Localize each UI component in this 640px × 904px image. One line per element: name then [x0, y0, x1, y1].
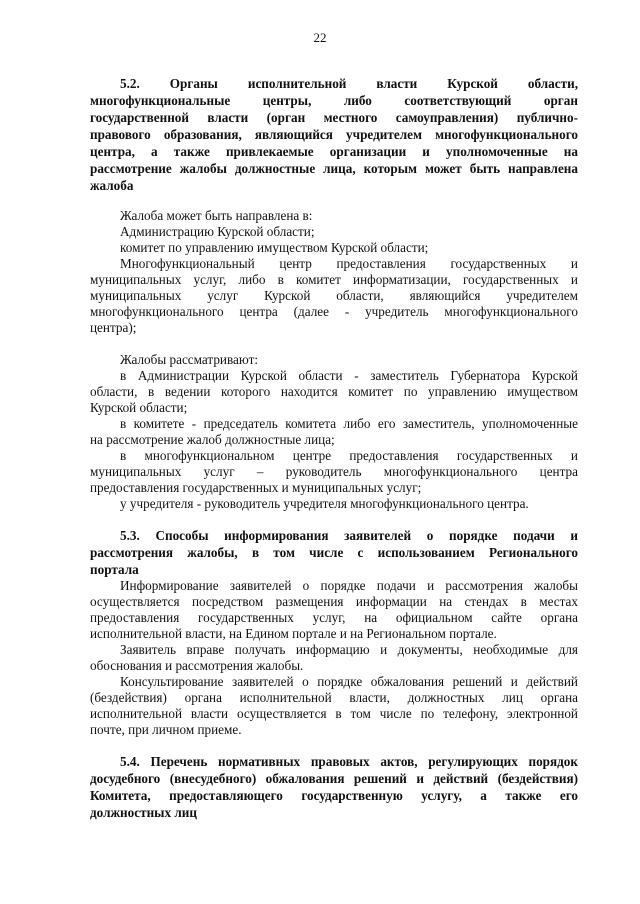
page-number: 22	[313, 30, 327, 45]
paragraph-line: на рассмотрение жалоб должностные лица;	[90, 432, 335, 447]
section-heading-line: правового образования, являющийся учредителем многофункционального	[90, 127, 578, 142]
paragraph-line: в многофункциональном центре предоставления государственных и	[120, 448, 578, 463]
paragraph-line: центра);	[90, 320, 137, 335]
paragraph-line: в Администрации Курской области - заместитель Губернатора Курской	[120, 368, 578, 383]
section-heading-line: 5.2. Органы исполнительной власти Курской области,	[120, 76, 578, 91]
paragraph-line: предоставления государственных и муниципальных услуг;	[90, 480, 422, 495]
paragraph-line: (бездействия) органа исполнительной власти, должностных лиц органа	[90, 690, 578, 705]
section-heading-line: государственной власти (орган местного самоуправления) публично-	[90, 110, 578, 125]
section-heading-line: центра, а также привлекаемые организации и уполномоченные на	[90, 144, 578, 159]
paragraph-line: предоставления государственных услуг, на официальном сайте органа	[90, 610, 578, 625]
paragraph-line: муниципальных услуг – руководитель многофункционального центра	[90, 464, 578, 479]
paragraph-line: муниципальных услуг, либо в комитет информатизации, государственных и	[90, 272, 578, 287]
section-heading-line: должностных лиц	[90, 805, 197, 820]
section-heading-line: жалоба	[90, 178, 134, 193]
paragraph-line: исполнительной власти осуществляется в том числе по телефону, электронной	[90, 706, 578, 721]
paragraph-line: комитет по управлению имуществом Курской области;	[120, 240, 429, 255]
paragraph-line: Жалоба может быть направлена в:	[120, 208, 313, 223]
paragraph-line: осуществляется посредством размещения информации на стендах в местах	[90, 594, 578, 609]
paragraph-line: Жалобы рассматривают:	[120, 352, 259, 367]
section-heading-line: досудебного (внесудебного) обжалования решений и действий (бездействия)	[90, 771, 578, 786]
section-heading-line: Комитета, предоставляющего государственную услугу, а также его	[90, 788, 578, 803]
paragraph-line: обоснования и рассмотрения жалобы.	[90, 658, 304, 673]
paragraph-line: у учредителя - руководитель учредителя многофункционального центра.	[120, 496, 529, 511]
section-heading-line: рассмотрения жалобы, в том числе с использованием Регионального	[90, 545, 578, 560]
paragraph-line: Администрацию Курской области;	[120, 224, 315, 239]
paragraph-line: многофункционального центра (далее - учредитель многофункционального	[90, 304, 578, 319]
paragraph-line: Многофункциональный центр предоставления государственных и	[120, 256, 578, 271]
paragraph-line: в комитете - председатель комитета либо его заместитель, уполномоченные	[120, 416, 578, 431]
section-heading-line: 5.3. Способы информирования заявителей о порядке подачи и	[120, 528, 578, 543]
paragraph-line: Курской области;	[90, 400, 188, 415]
paragraph-line: почте, при личном приеме.	[90, 722, 242, 737]
paragraph-line: Заявитель вправе получать информацию и документы, необходимые для	[120, 642, 578, 657]
section-heading-line: рассмотрение жалобы должностные лица, которым может быть направлена	[90, 161, 578, 176]
paragraph-line: исполнительной власти, на Едином портале и на Региональном портале.	[90, 626, 497, 641]
paragraph-line: Информирование заявителей о порядке подачи и рассмотрения жалобы	[120, 578, 578, 593]
paragraph-line: области, в ведении которого находится комитет по управлению имуществом	[90, 384, 578, 399]
section-heading-line: портала	[90, 562, 139, 577]
paragraph-line: муниципальных услуг Курской области, являющийся учредителем	[90, 288, 578, 303]
paragraph-line: Консультирование заявителей о порядке обжалования решений и действий	[120, 674, 578, 689]
section-heading-line: многофункциональные центры, либо соответствующий орган	[90, 93, 578, 108]
section-heading-line: 5.4. Перечень нормативных правовых актов, регулирующих порядок	[120, 754, 578, 769]
